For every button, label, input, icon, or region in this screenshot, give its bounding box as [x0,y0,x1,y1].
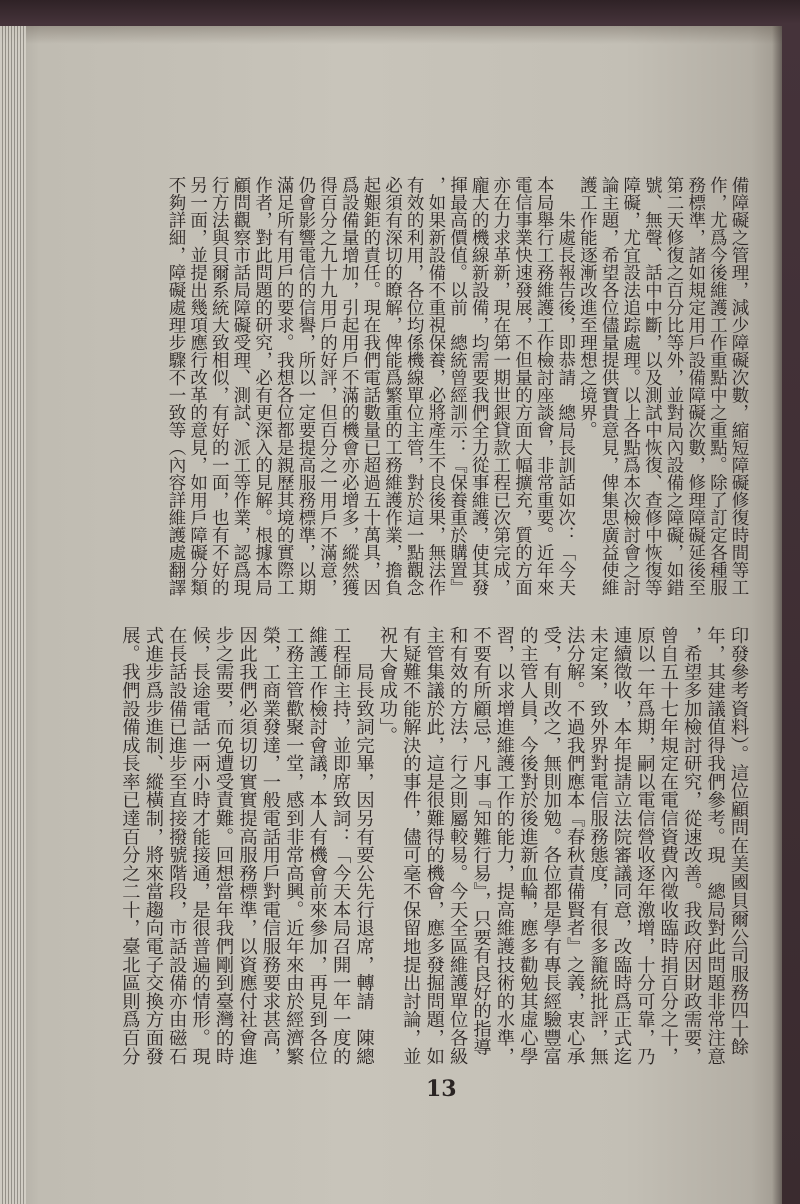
text-column: 亦在力求革新，現在第一期世銀貸款工程已次第完成， [490,176,511,596]
text-column: 不要有所顧忌，凡事『知難行易』，只要有良好的指導 [470,626,492,1056]
text-column: 式進步爲步進制、縱橫制，將來當趨向電子交換方面發 [142,626,164,1065]
text-column: 和有效的方法，行之則屬較易。今天全區維護單位各級 [447,626,469,1065]
text-column: 朱處長報告後，即恭請 總局長訓話如次：「今天 [555,176,576,596]
text-column: 習，以求增進維護工作的能力，提高維護技術的水準， [493,626,515,1065]
text-column: 另一面，並提出幾項應行改革的意見，如用戶障礙分類 [187,176,208,596]
text-column: 第二天修復之百分比等外，並對局內設備之障礙，如錯 [664,176,685,596]
text-column: 局長致詞完畢，因另有要公先行退席，轉請 陳總 [353,626,375,1065]
text-column: 作者，對此問題的研究，必有更深入的見解。根據本局 [252,176,273,596]
text-column: ，希望多加檢討研究，從速改善。我政府因財政需要， [681,626,703,1065]
text-column: 不夠詳細，障礙處理步驟不一致等（內容詳維護處翻譯 [165,176,186,596]
text-column: 障礙，尤宜設法追踪處理。以上各點爲本次檢討會之討 [620,176,641,596]
top-text-section [164,176,749,608]
text-column: 法分解。不過我們應本『春秋責備賢者』之義，衷心承 [564,626,586,1065]
text-column: 印發參考資料）。這位顧問在美國貝爾公司服務四十餘 [728,626,749,1056]
text-column: 龐大的機線新設備，均需要我們全力從事維護，使其發 [469,176,490,596]
text-column: 在長話設備已進步至直接撥號階段，市話設備亦由磁石 [166,626,188,1065]
text-column: 候，長途電話一兩小時才能接通，是很普遍的情形。現 [189,626,211,1065]
text-column: 仍會影響電信的信譽，所以一定要提高服務標準，以期 [295,176,316,596]
text-column: 爲設備量增加，引起用戶不滿的機會亦必增多，縱然獲 [339,176,360,596]
text-column: 號、無聲、話中中斷，以及測試中恢復、查修中恢復等 [642,176,663,596]
text-column: 未定案，致外界對電信服務態度，有很多籠統批評，無 [587,626,609,1065]
page-number: 13 [426,1076,457,1102]
text-column: 必須有深切的瞭解，俾能爲繁重的工務維護作業，擔負 [382,176,403,596]
text-column: 本局舉行工務維護工作檢討座談會，非常重要。近年來 [534,176,555,596]
text-column: 顧問觀察市話局障礙受理、測試、派工等作業，認爲現 [230,176,251,596]
text-column: 榮，工商業發達，一般電話用戶對電信服務要求甚高， [259,626,281,1065]
text-column: 有疑難不能解決的事件，儘可毫不保留地提出討論，並 [400,626,422,1065]
text-column: 電信事業快速發展，不但量的方面大幅擴充，質的方面 [512,176,533,596]
text-column: 論主題，希望各位儘量提供寶貴意見，俾集思廣益使維 [599,176,620,596]
page-gutter-shadow [772,26,782,1204]
text-column: 工程師主持，並即席致詞：「今天本局召開一年一度的 [330,626,352,1065]
text-column: 的主管人員，今後對於後進新血輪，應多勸勉其虛心學 [517,626,539,1065]
text-column: 有效的利用，各位均係機線單位主管，對於這一點觀念 [404,176,425,596]
text-column: 起艱鉅的責任。現在我們電話數量已超過五十萬具，因 [360,176,381,596]
text-column: 連續徵收，本年提請立法院審議同意，改臨時爲正式迄 [610,626,632,1065]
text-column: 揮最高價值。以前 總統曾經訓示：『保養重於購置』 [447,176,468,596]
text-column: 曾自五十七年規定在電信資費內徵收臨時捐百分之十， [657,626,679,1065]
text-column: 滿足所有用戶的要求。我想各位都是親歷其境的實際工 [274,176,295,596]
text-column: 受，有則改之，無則加勉。各位都是學有專長經驗豐富 [540,626,562,1065]
text-column: 備障礙之管理，減少障礙次數，縮短障礙修復時間等工 [729,176,749,596]
bottom-text-section [118,626,750,1076]
text-column: 工務主管歡聚一堂，感到非常高興。近年來由於經濟繁 [283,626,305,1065]
text-column: 祝大會成功」。 [376,626,398,745]
text-column: 得百分之九十九用戶的好評，但百分之一用戶不滿意， [317,176,338,596]
page-stack-edge [0,26,26,1204]
text-column: 行方法與貝爾系統大致相似，有好的一面，也有不好的 [209,176,230,596]
text-column: 因此我們必須切切實實提高服務標準，以資應付社會進 [236,626,258,1065]
text-column: 主管集議於此，這是很難得的機會，應多發掘問題，如 [423,626,445,1065]
book-page [0,26,782,1204]
text-column: 年，其建議值得我們參考。現 總局對此問題非常注意 [704,626,726,1065]
text-column: 護工作能逐漸改進至理想之境界。 [577,176,598,439]
text-column: 維護工作檢討會議，本人有機會前來參加，再見到各位 [306,626,328,1065]
text-column: ，如果新設備不重視保養，必將產生不良後果，無法作 [425,176,446,596]
text-column: 展。我們設備成長率已達百分之二十，臺北區則爲百分 [119,626,141,1065]
text-column: 步之需要，而免遭受責難。回想當年我們剛到臺灣的時 [213,626,235,1065]
text-column: 原以一年爲期，嗣以電信營收逐年激增，十分可靠，乃 [634,626,656,1065]
text-column: 作，尤爲今後維護工作重點中之重點。除了訂定各種服 [707,176,728,596]
text-column: 務標準，諸如規定用戶設備障礙次數，修理障礙延後至 [685,176,706,596]
